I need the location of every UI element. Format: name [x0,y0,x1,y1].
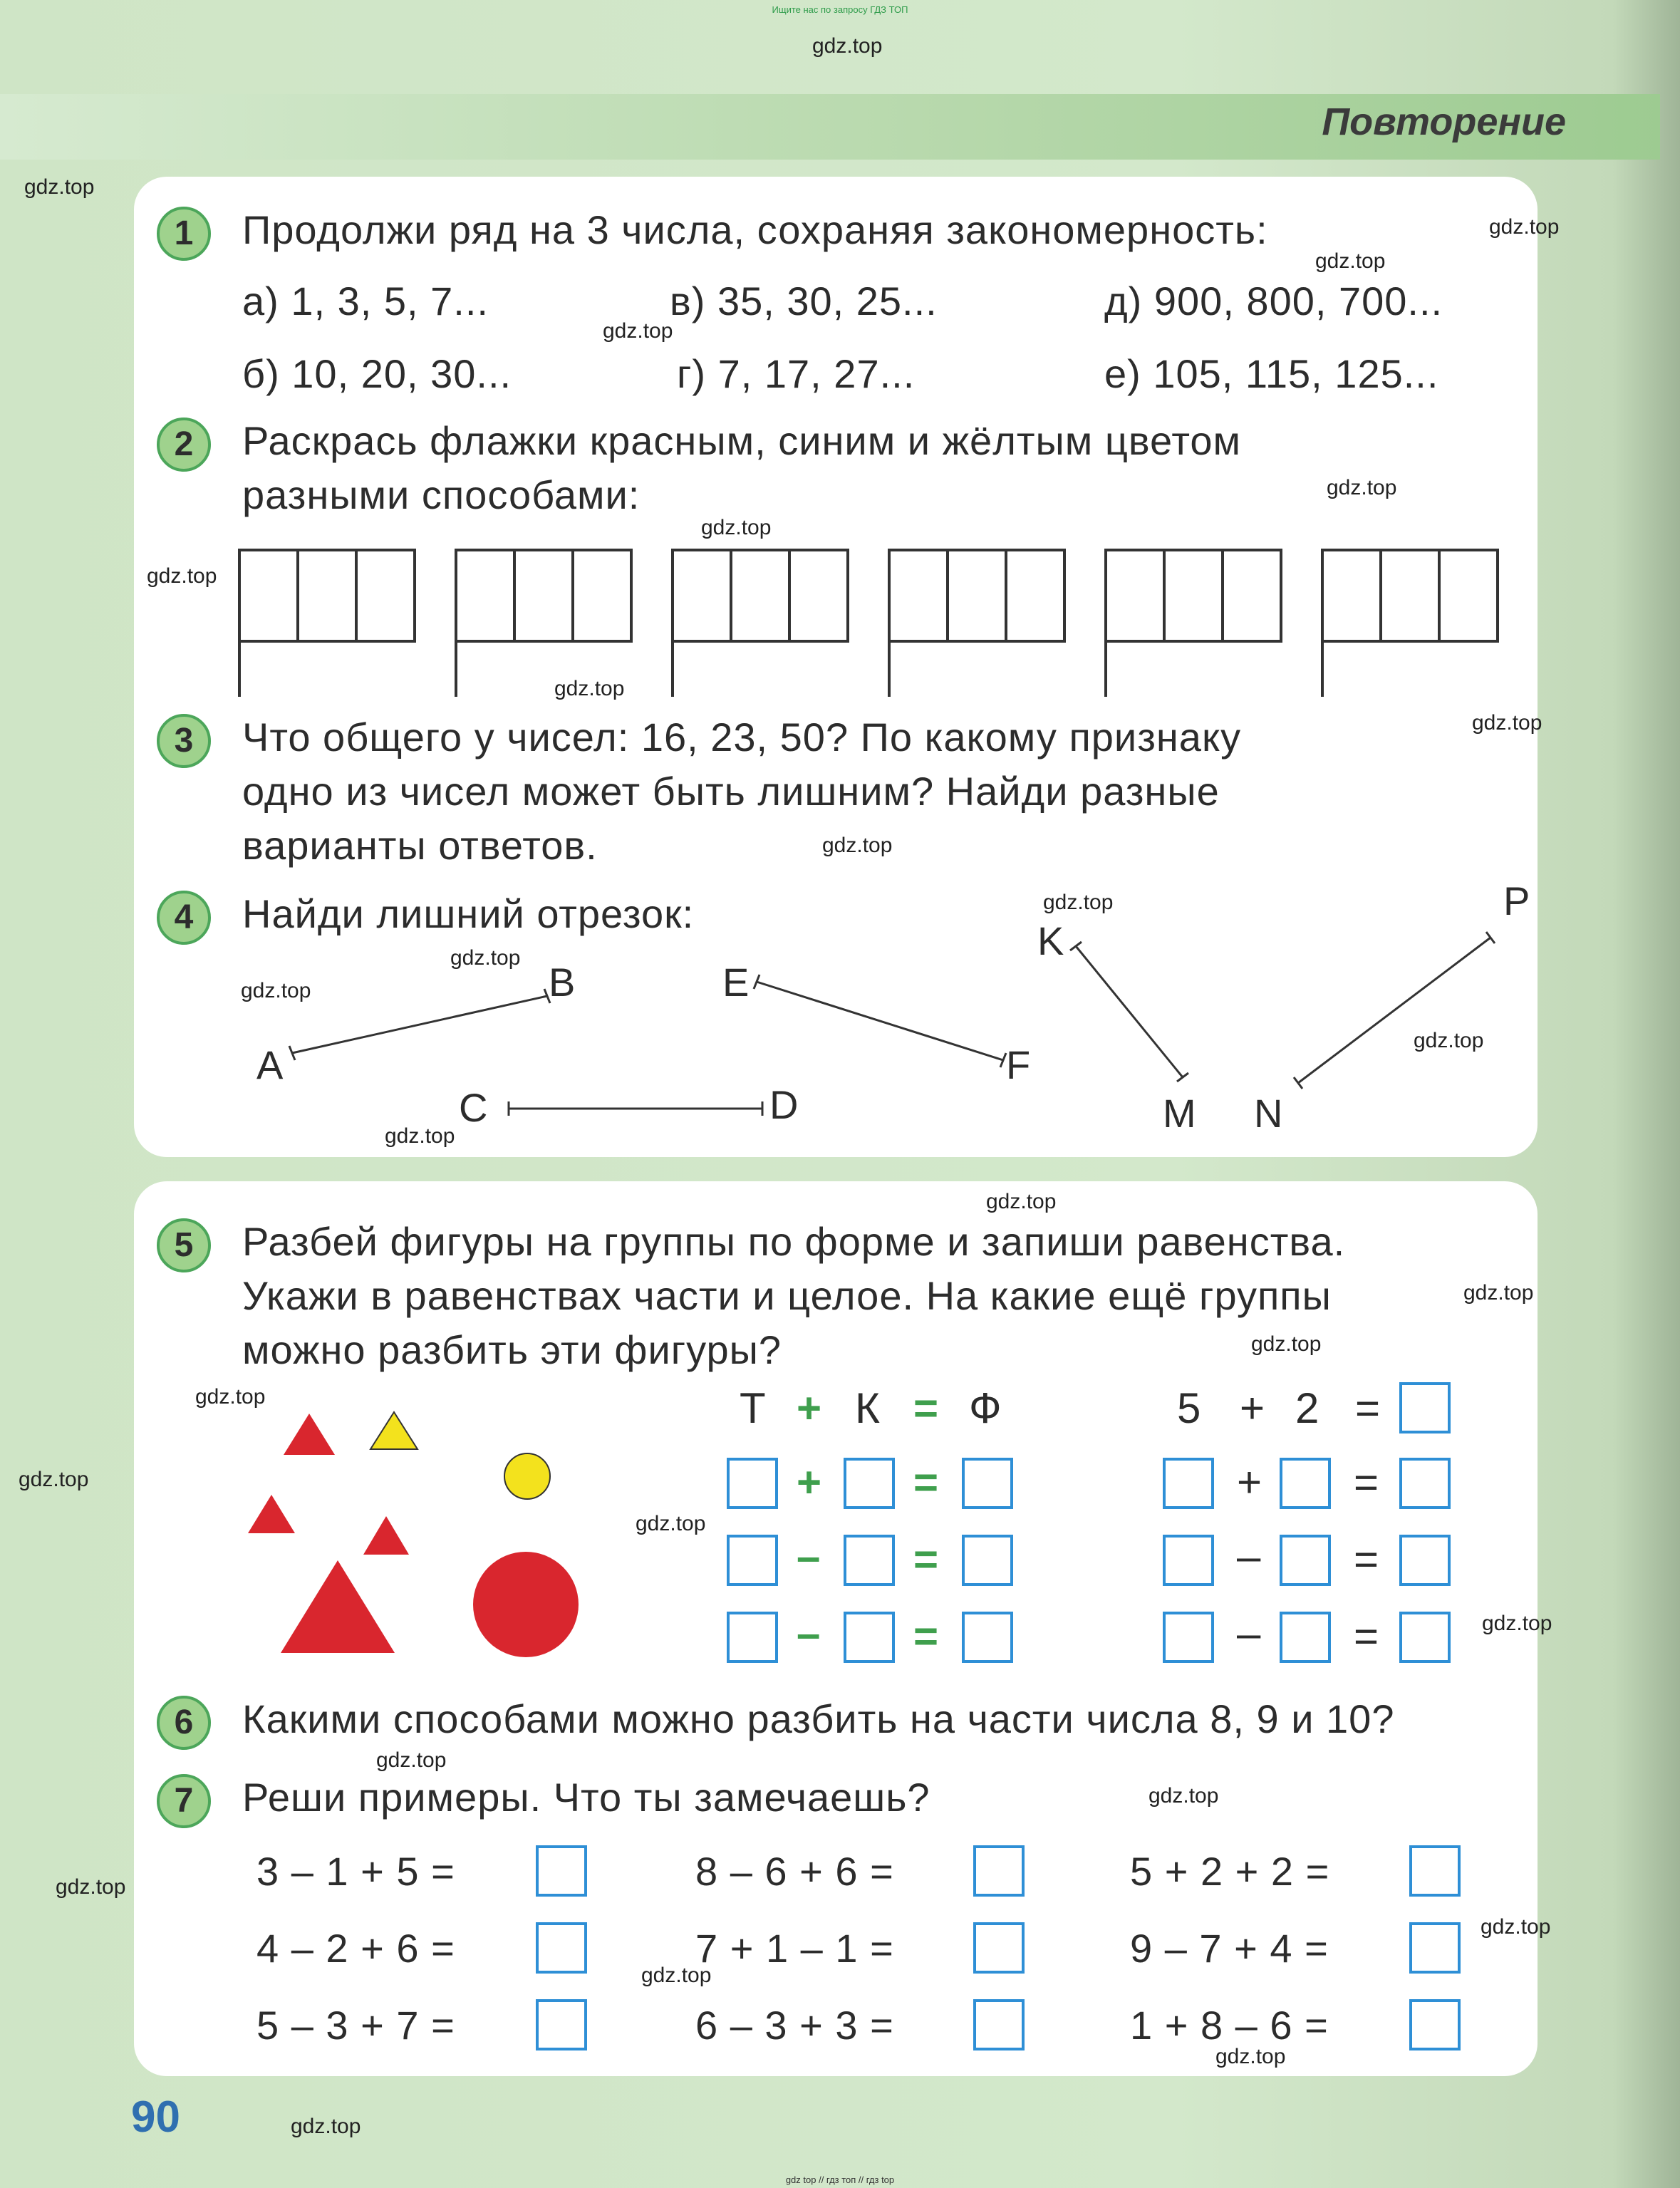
answer-box[interactable] [536,1845,587,1897]
task-6-number: 6 [157,1696,211,1750]
op-eq: = [1354,1612,1379,1660]
task-1-text: Продолжи ряд на 3 числа, сохраняя закономерность: [242,207,1268,252]
task-1-item-v: в) 35, 30, 25... [670,279,938,323]
point-label-e: E [722,960,750,1005]
task-3-line-2: одно из чисел может быть лишним? Найди разные [242,769,1220,814]
op-minus: – [797,1609,821,1657]
flag-5[interactable] [1106,550,1281,697]
task-1-item-e: е) 105, 115, 125... [1104,351,1439,396]
task-4-text: Найди лишний отрезок: [242,891,695,936]
answer-box[interactable] [1163,1535,1214,1586]
point-label-k: K [1037,918,1065,963]
answer-box[interactable] [962,1535,1013,1586]
yellow-circle [504,1453,550,1499]
task-1-number: 1 [157,207,211,261]
answer-box[interactable] [1409,1999,1461,2050]
answer-box[interactable] [844,1535,895,1586]
answer-box[interactable] [727,1612,778,1663]
formula-t: Т [740,1384,766,1432]
answer-box[interactable] [973,1999,1025,2050]
task-5-line-2: Укажи в равенствах части и целое. На какие ещё группы [242,1273,1332,1318]
answer-box[interactable] [973,1922,1025,1974]
task-1-item-a: а) 1, 3, 5, 7... [242,279,489,323]
op-plus: + [1237,1458,1262,1506]
example-9: 1 + 8 – 6 = [1130,2003,1329,2048]
answer-box[interactable] [1163,1612,1214,1663]
answer-box[interactable] [844,1458,895,1509]
task-3-number: 3 [157,714,211,768]
answer-box[interactable] [1409,1845,1461,1897]
watermark: gdz.top [147,564,217,588]
watermark: gdz.top [1463,1281,1534,1305]
section-title: Повторение [1322,100,1566,143]
watermark: gdz.top [1148,1784,1219,1808]
segment-cd [509,1101,762,1116]
op-eq: = [913,1535,939,1583]
watermark: gdz.top [1489,215,1560,239]
watermark: gdz.top [1315,249,1386,273]
op-eq: = [913,1458,939,1506]
task-3-line-1: Что общего у чисел: 16, 23, 50? По какому признаку [242,715,1242,759]
answer-box[interactable] [727,1535,778,1586]
watermark: gdz.top [24,175,95,199]
watermark: gdz.top [1043,891,1114,914]
task-1-item-b: б) 10, 20, 30... [242,351,512,396]
watermark: gdz.top [450,946,521,970]
flag-6[interactable] [1322,550,1498,697]
point-label-b: B [549,960,576,1005]
answer-box[interactable] [1280,1612,1331,1663]
task-2-line-2: разными способами: [242,472,641,517]
red-triangle-small-1 [284,1414,335,1455]
answer-box[interactable] [1399,1535,1451,1586]
answer-box[interactable] [1399,1458,1451,1509]
point-label-m: M [1163,1091,1197,1136]
example-a: 5 [1177,1384,1201,1432]
bottom-note: gdz top // гдз топ // гдз top [785,2174,895,2185]
point-label-c: C [459,1085,489,1130]
task-2-line-1: Раскрась флажки красным, синим и жёлтым цветом [242,418,1241,463]
answer-box[interactable] [1280,1535,1331,1586]
example-2: 8 – 6 + 6 = [695,1849,894,1894]
watermark: gdz.top [1482,1612,1552,1635]
watermark: gdz.top [19,1468,89,1491]
segment-pn [1294,932,1495,1089]
watermark: gdz.top [986,1190,1057,1213]
answer-box[interactable] [1399,1382,1451,1433]
op-eq: = [913,1612,939,1660]
point-label-a: A [256,1042,284,1087]
op-eq: = [1354,1535,1379,1583]
answer-box[interactable] [962,1458,1013,1509]
red-triangle-large [281,1560,395,1653]
watermark: gdz.top [1327,476,1397,499]
watermark: gdz.top [701,516,772,539]
watermark: gdz.top [603,319,673,343]
answer-box[interactable] [536,1922,587,1974]
watermark: gdz.top [195,1385,266,1409]
watermark: gdz.top [376,1748,447,1772]
formula-plus: + [797,1384,822,1432]
segment-ef [754,975,1006,1067]
watermark: gdz.top [822,834,893,857]
answer-box[interactable] [727,1458,778,1509]
point-label-n: N [1254,1091,1284,1136]
flag-4[interactable] [889,550,1064,697]
example-eq: = [1355,1384,1381,1432]
flag-3[interactable] [673,550,848,697]
task-7-number: 7 [157,1774,211,1828]
top-note: Ищите нас по запросу ГДЗ ТОП [772,4,908,15]
answer-box[interactable] [1280,1458,1331,1509]
page-number: 90 [131,2093,180,2142]
formula-eq: = [913,1384,939,1432]
point-label-p: P [1503,878,1531,923]
example-4: 4 – 2 + 6 = [256,1926,455,1971]
yellow-triangle [370,1412,418,1449]
point-label-d: D [769,1082,799,1127]
op-plus: + [797,1458,822,1506]
task-4-number: 4 [157,891,211,945]
watermark: gdz.top [291,2115,361,2138]
task-1-item-g: г) 7, 17, 27... [677,351,916,396]
watermark: gdz.top [812,34,883,58]
task-2-number: 2 [157,418,211,472]
red-triangle-small-2 [248,1495,295,1533]
answer-box[interactable] [973,1845,1025,1897]
example-3: 5 + 2 + 2 = [1130,1849,1330,1894]
example-8: 6 – 3 + 3 = [695,2003,894,2048]
task-5-line-1: Разбей фигуры на группы по форме и запиши равенства. [242,1219,1346,1264]
watermark: gdz.top [385,1124,455,1148]
watermark: gdz.top [1215,2045,1286,2068]
example-1: 3 – 1 + 5 = [256,1849,455,1894]
formula-f: Ф [969,1384,1002,1432]
op-minus: – [1237,1533,1261,1580]
task-6-text: Какими способами можно разбить на части числа 8, 9 и 10? [242,1696,1395,1741]
op-minus: – [797,1533,821,1580]
watermark: gdz.top [636,1512,706,1535]
answer-box[interactable] [1399,1612,1451,1663]
example-b: 2 [1295,1384,1319,1432]
task-3-line-3: варианты ответов. [242,823,598,868]
segment-ab [289,989,550,1060]
task-5-number: 5 [157,1218,211,1272]
red-triangle-small-3 [363,1516,409,1555]
red-circle-large [473,1552,579,1657]
watermark: gdz.top [1472,711,1542,735]
watermark: gdz.top [56,1875,126,1899]
watermark: gdz.top [241,979,311,1002]
watermark: gdz.top [554,677,625,700]
watermark: gdz.top [1251,1332,1322,1356]
op-minus: – [1237,1609,1261,1657]
watermark: gdz.top [641,1964,712,1987]
example-5: 7 + 1 – 1 = [695,1926,894,1971]
flag-2[interactable] [456,550,631,697]
task-7-text: Реши примеры. Что ты замечаешь? [242,1775,930,1820]
task-1-item-d: д) 900, 800, 700... [1104,279,1443,323]
segment-km [1070,942,1188,1082]
example-6: 9 – 7 + 4 = [1130,1926,1329,1971]
answer-box[interactable] [962,1612,1013,1663]
op-eq: = [1354,1458,1379,1506]
formula-k: К [855,1384,880,1432]
flag-1[interactable] [239,550,415,697]
answer-box[interactable] [1163,1458,1214,1509]
task-5-line-3: можно разбить эти фигуры? [242,1327,782,1372]
example-7: 5 – 3 + 7 = [256,2003,455,2048]
answer-box[interactable] [844,1612,895,1663]
shapes-group [248,1412,579,1657]
answer-box[interactable] [1409,1922,1461,1974]
watermark: gdz.top [1414,1029,1484,1052]
point-label-f: F [1006,1042,1032,1087]
watermark: gdz.top [1481,1915,1551,1939]
example-plus: + [1240,1384,1265,1432]
answer-box[interactable] [536,1999,587,2050]
